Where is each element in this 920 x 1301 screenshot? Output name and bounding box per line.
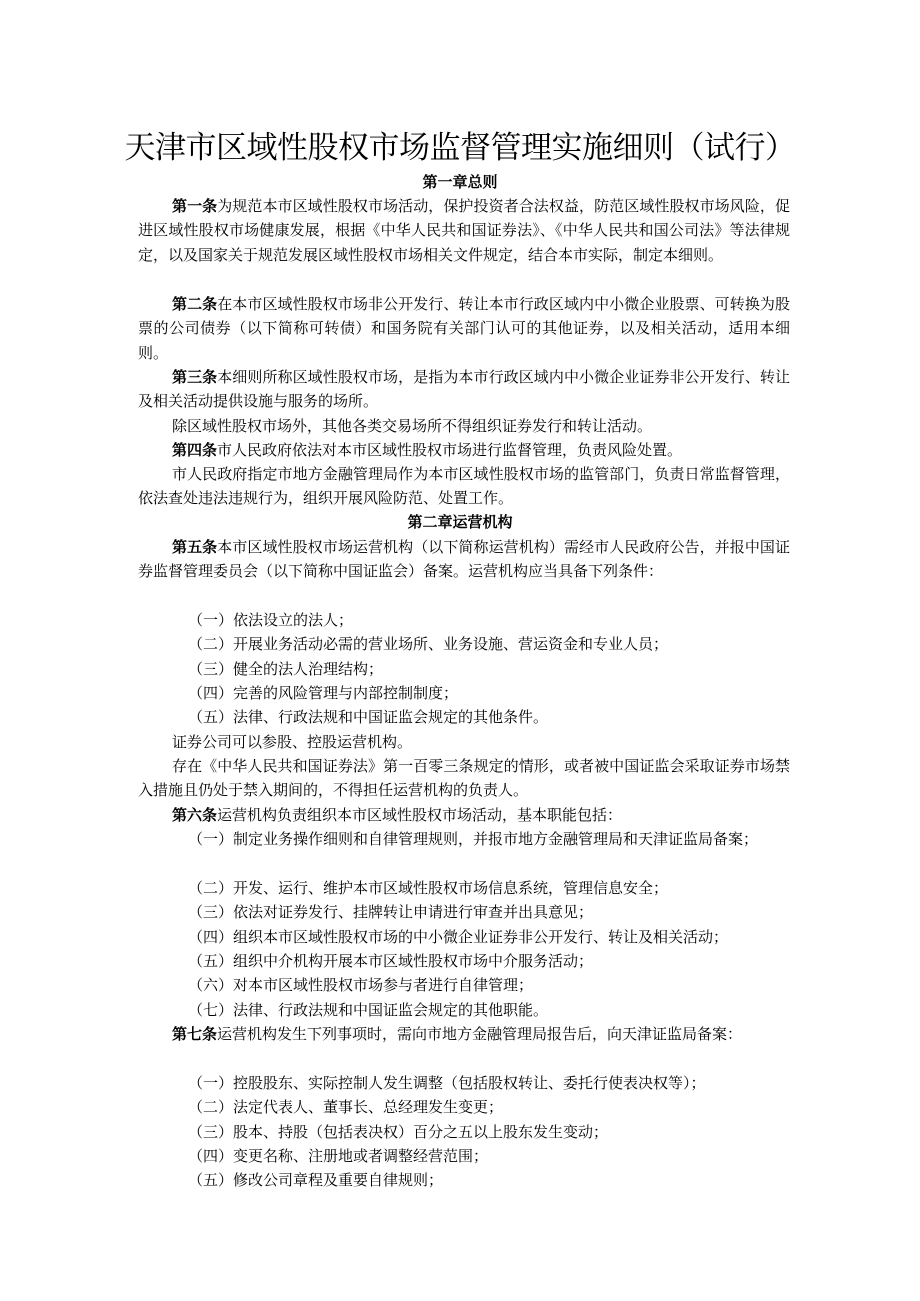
article-6-item-5: （五）组织中介机构开展本市区域性股权市场中介服务活动； bbox=[188, 952, 594, 970]
article-5-para-2: 证券公司可以参股、控股运营机构。 bbox=[172, 733, 413, 751]
article-7-item-5: （五）修改公司章程及重要自律规则； bbox=[188, 1171, 444, 1189]
article-2-label: 第二条 bbox=[172, 295, 218, 313]
article-3-label: 第三条 bbox=[172, 368, 218, 386]
document-title: 天津市区域性股权市场监督管理实施细则（试行） bbox=[124, 130, 796, 166]
article-3-text: 本细则所称区域性股权市场，是指为本市行政区域内中小微企业证券非公开发行、转让及相关活动提供设施与服务的场所。 bbox=[138, 368, 790, 411]
article-1-label: 第一条 bbox=[172, 197, 218, 215]
article-7-text: 运营机构发生下列事项时，需向市地方金融管理局报告后，向天津证监局备案： bbox=[217, 1025, 743, 1043]
article-6-item-6: （六）对本市区域性股权市场参与者进行自律管理； bbox=[188, 976, 534, 994]
article-5-para-3: 存在《中华人民共和国证券法》第一百零三条规定的情形，或者被中国证监会采取证券市场禁入措施且仍处于禁入期间的，不得担任运营机构的负责人。 bbox=[138, 757, 790, 800]
article-6-item-4: （四）组织本市区域性股权市场的中小微企业证券非公开发行、转让及相关活动； bbox=[188, 928, 729, 946]
article-4-text: 市人民政府依法对本市区域性股权市场进行监督管理，负责风险处置。 bbox=[217, 441, 683, 459]
article-7 bbox=[138, 1022, 790, 1046]
article-2 bbox=[138, 292, 790, 365]
article-7-label: 第七条 bbox=[172, 1025, 218, 1043]
article-5-item-2: （二）开展业务活动必需的营业场所、业务设施、营运资金和专业人员； bbox=[188, 635, 669, 653]
article-3 bbox=[138, 365, 790, 414]
chapter-2-heading: 第二章运营机构 bbox=[407, 513, 513, 531]
article-7-item-4: （四）变更名称、注册地或者调整经营范围； bbox=[188, 1147, 489, 1165]
article-7-item-2: （二）法定代表人、董事长、总经理发生变更； bbox=[188, 1098, 504, 1116]
article-6-label: 第六条 bbox=[172, 806, 218, 824]
article-7-item-1: （一）控股股东、实际控制人发生调整（包括股权转让、委托行使表决权等）； bbox=[188, 1074, 706, 1092]
article-1 bbox=[138, 194, 790, 267]
chapter-1-heading: 第一章总则 bbox=[422, 173, 498, 191]
article-1-text: 为规范本市区域性股权市场活动，保护投资者合法权益，防范区域性股权市场风险，促进区域性股权市场健康发展，根据《中华人民共和国证券法》、《中华人民共和国公司法》等法律规定，以及国家关于规范发展区域性股权市场相关文件规定，结合本市实际，制定本细则。 bbox=[138, 197, 790, 264]
article-6 bbox=[138, 803, 790, 827]
article-6-item-3: （三）依法对证券发行、挂牌转让申请进行审查并出具意见； bbox=[188, 903, 594, 921]
article-4-label: 第四条 bbox=[172, 441, 218, 459]
article-5-item-4: （四）完善的风险管理与内部控制制度； bbox=[188, 684, 459, 702]
article-3-para-2: 除区域性股权市场外，其他各类交易场所不得组织证券发行和转让活动。 bbox=[172, 417, 653, 435]
article-6-text: 运营机构负责组织本市区域性股权市场活动，基本职能包括： bbox=[217, 806, 623, 824]
article-5-item-5: （五）法律、行政法规和中国证监会规定的其他条件。 bbox=[188, 708, 549, 726]
article-6-item-2: （二）开发、运行、维护本市区域性股权市场信息系统，管理信息安全； bbox=[188, 879, 669, 897]
article-2-text: 在本市区域性股权市场非公开发行、转让本市行政区域内中小微企业股票、可转换为股票的公司债券（以下简称可转债）和国务院有关部门认可的其他证券，以及相关活动，适用本细则。 bbox=[138, 295, 790, 362]
article-4 bbox=[138, 438, 790, 462]
article-5-text: 本市区域性股权市场运营机构（以下简称运营机构）需经市人民政府公告，并报中国证券监督管理委员会（以下简称中国证监会）备案。运营机构应当具备下列条件： bbox=[138, 538, 790, 581]
article-5-item-3: （三）健全的法人治理结构； bbox=[188, 660, 384, 678]
article-7-item-3: （三）股本、持股（包括表决权）百分之五以上股东发生变动； bbox=[188, 1123, 609, 1141]
article-4-para-2: 市人民政府指定市地方金融管理局作为本市区域性股权市场的监管部门，负责日常监督管理，依法查处违法违规行为，组织开展风险防范、处置工作。 bbox=[138, 465, 790, 508]
article-6-item-1: （一）制定业务操作细则和自律管理规则，并报市地方金融管理局和天津证监局备案； bbox=[188, 830, 759, 848]
article-5 bbox=[138, 535, 790, 584]
article-5-item-1: （一）依法设立的法人； bbox=[188, 611, 354, 629]
article-5-label: 第五条 bbox=[172, 538, 218, 556]
article-6-item-7: （七）法律、行政法规和中国证监会规定的其他职能。 bbox=[188, 1001, 549, 1019]
